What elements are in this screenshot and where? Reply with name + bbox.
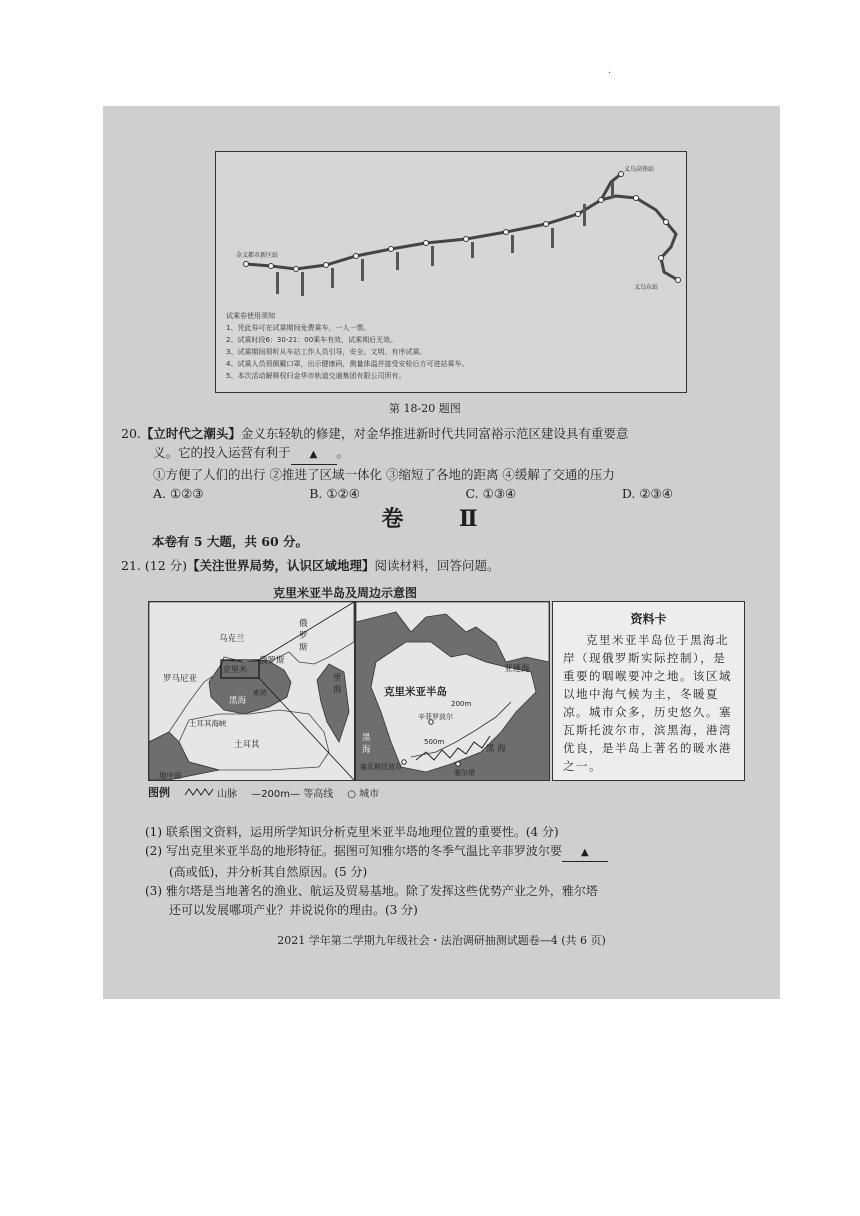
map-title: 克里米亚半岛及周边示意图 (273, 586, 418, 600)
scan-speck: · (608, 68, 612, 79)
statements: ①方便了人们的出行 ②推进了区域一体化 ③缩短了各地的距离 ④缓解了交通的压力 (153, 467, 615, 482)
label-mediterranean: 地中海 (159, 771, 182, 780)
question-21-subquestions (145, 824, 755, 921)
info-card (552, 601, 745, 781)
label-char: 罗 (299, 631, 308, 641)
option-b[interactable]: B. ①②④ (309, 486, 360, 501)
question-number: 20. (121, 426, 141, 441)
notice-item: 1、凭此券可在试乘期间免费乘车，一人一票。 (226, 324, 371, 332)
station-label: 金义都市新区站 (236, 252, 279, 259)
question-stem: 义。它的投入运营有利于 (153, 445, 291, 460)
label-peninsula: 克里米亚半岛 (384, 686, 447, 698)
option-c[interactable]: C. ①③④ (465, 486, 517, 501)
option-d[interactable]: D. ②③④ (621, 486, 673, 501)
question-tag: 【关注世界局势，认识区域地理】 (187, 558, 375, 573)
legend-contour: —200m— 等高线 (251, 788, 334, 800)
notice-item: 4、试乘人员须佩戴口罩，出示健康码，测量体温并接受安检后方可进站乘车。 (226, 360, 469, 368)
question-stem: 金义东轻轨的修建，对金华推进新时代共同富裕示范区建设具有重要意 (240, 426, 629, 441)
figure-caption: 第 18-20 题图 (389, 402, 461, 415)
label-ukraine: 乌克兰 (219, 634, 245, 644)
page-footer: 2021 学年第二学期九年级社会・法治调研抽测试题卷—4 (共 6 页) (277, 934, 606, 947)
label-simferopol: 辛菲罗波尔 (418, 713, 453, 721)
vertical-label (362, 732, 371, 756)
legend-mountain-label: 山脉 (217, 788, 238, 800)
label-sevastopol: 塞瓦斯托波尔 (360, 763, 402, 771)
map-legend (148, 784, 379, 800)
label-sochi: 索契 (253, 689, 267, 697)
notice-item: 3、试乘期间须听从车站工作人员引导，安全、文明、有序试乘。 (226, 348, 427, 356)
contour-label: 500m (424, 738, 445, 746)
legend-city: ○ 城市 (347, 788, 380, 800)
ticket-notice (226, 310, 676, 382)
sub-question-3-cont: 还可以发展哪项产业？并说说你的理由。(3 分) (169, 903, 418, 917)
question-number: 21. (121, 558, 141, 573)
question-stem: 阅读材料，回答问题。 (374, 558, 500, 573)
light-rail-route-map (215, 151, 687, 393)
label-char: 斯 (299, 643, 308, 653)
notice-item: 2、试乘时段6：30-21：00乘车有效，试乘期后无效。 (226, 336, 398, 344)
question-tag: 【立时代之潮头】 (140, 426, 241, 441)
label-black-sea-south: 黑 海 (486, 744, 506, 754)
label-char: 俄 (299, 619, 308, 629)
label-yalta: 雅尔塔 (454, 769, 475, 777)
vertical-label (333, 672, 342, 696)
card-title: 资料卡 (630, 612, 667, 626)
card-text: 克里米亚半岛位于黑海北岸（现俄罗斯实际控制），是重要的咽喉要冲之地。该区域以地中海气候为主，冬暖夏凉。城市众多，历史悠久。塞瓦斯托波尔市，滨黑海，港湾优良，是半岛上著名的暖水港之一。 (563, 633, 732, 773)
vertical-label (299, 618, 308, 654)
label-char: 海 (362, 745, 371, 755)
label-char: 黑 (362, 733, 371, 743)
section-intro: 本卷有 5 大题，共 60 分。 (152, 534, 309, 549)
question-stem: 。 (336, 445, 350, 460)
label-turkey: 土耳其 (234, 740, 260, 750)
question-20 (121, 424, 761, 503)
answer-blank[interactable]: ▲ (291, 445, 337, 465)
question-score: (12 分) (144, 558, 188, 573)
notice-title: 试乘券使用须知 (226, 312, 275, 320)
sub-question-2-cont: (高或低)，并分析其自然原因。(5 分) (169, 865, 368, 879)
label-black-sea: 黑海 (229, 696, 247, 706)
label-russia: 俄罗斯 (259, 656, 285, 666)
section-title: 卷 Ⅱ (381, 506, 502, 532)
label-char: 里 (333, 673, 342, 683)
option-a[interactable]: A. ①②③ (153, 486, 204, 501)
legend-mountain (184, 785, 237, 800)
regional-map-drawing (149, 602, 354, 780)
station-label: 义乌东站 (634, 284, 659, 291)
mountain-icon (184, 787, 214, 797)
sub-question-text: (2) 写出克里米亚半岛的地形特征。据图可知雅尔塔的冬季气温比辛菲罗波尔要 (145, 844, 562, 858)
legend-title: 图例 (148, 786, 170, 799)
label-char: 海 (333, 685, 342, 695)
label-romania: 罗马尼亚 (163, 674, 198, 684)
sub-question-2 (145, 843, 755, 862)
label-crimea: 克里米 (223, 665, 247, 674)
question-21-stem (121, 556, 500, 574)
label-azov: 亚速海 (504, 664, 530, 674)
station-label: 义乌高铁站 (624, 166, 655, 173)
contour-label: 200m (451, 700, 472, 708)
sub-question-3: (3) 雅尔塔是当地著名的渔业、航运及贸易基地。除了发挥这些优势产业之外，雅尔塔 (145, 884, 598, 898)
answer-blank[interactable]: ▲ (562, 844, 608, 862)
label-strait: 土耳其海峡 (189, 719, 227, 728)
notice-item: 5、本次活动解释权归金华市轨道交通集团有限公司所有。 (226, 372, 406, 380)
crimea-map (355, 601, 550, 781)
sub-question-1: (1) 联系图文资料，运用所学知识分析克里米亚半岛地理位置的重要性。(4 分) (145, 825, 559, 839)
answer-options (153, 484, 673, 503)
regional-map (148, 601, 355, 781)
exam-page (103, 106, 780, 999)
